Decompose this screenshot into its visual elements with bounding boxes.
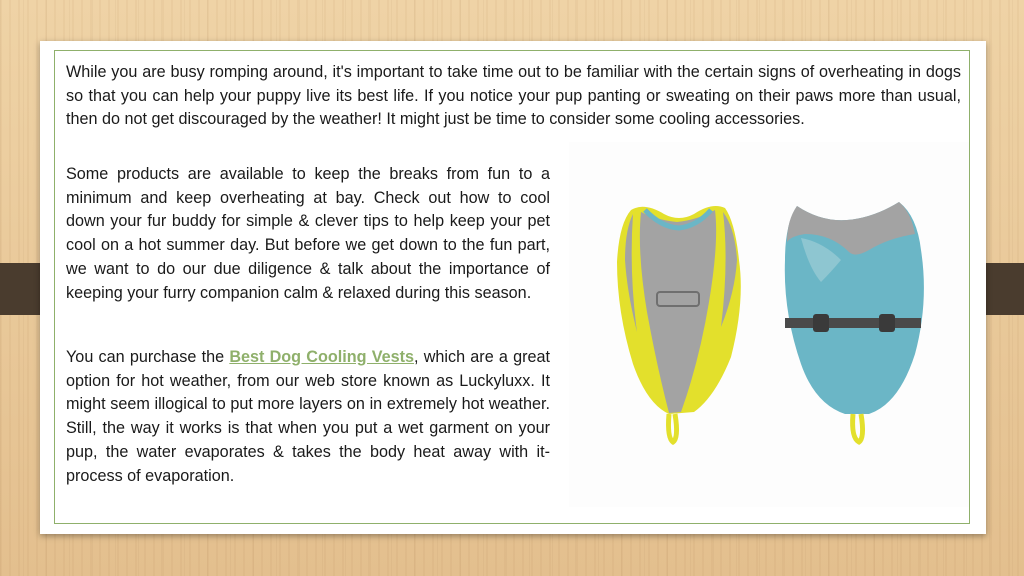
intro-paragraph: While you are busy romping around, it's important to take time out to be familiar with the certain signs of overheating in dogs so that you can help your puppy live its best life. If you notice your pup panting or sweating on their paws more than usual, then do not get discouraged by the weather! It might just be time to consider some cooling accessories. — [66, 63, 961, 129]
purchase-paragraph — [66, 346, 550, 488]
cooling-vest-photo — [569, 142, 969, 507]
vest-front — [617, 206, 741, 442]
best-dog-cooling-vests-link[interactable]: Best Dog Cooling Vests — [229, 348, 415, 366]
vest-illustration — [569, 142, 969, 507]
purchase-text-end: , which are a great option for hot weather, from our web store known as Luckyluxx. It might seem illogical to put more layers on in extremely hot weather. Still, the way it works is that when you put a wet garment on your pup, the water evaporates & takes the body heat away with it-process of evaporation. — [66, 348, 550, 485]
vest-back — [785, 202, 924, 442]
products-paragraph: Some products are available to keep the breaks from fun to a minimum and keep overheating at bay. Check out how to cool down your fur buddy for simple & clever tips to help keep your pet cool on a hot summer day. But before we get down to the fun part, we want to do our due diligence & talk about the importance of keeping your furry companion calm & relaxed during this season. — [66, 165, 550, 302]
content-card — [40, 41, 986, 534]
purchase-text-start: You can purchase the — [66, 348, 230, 366]
